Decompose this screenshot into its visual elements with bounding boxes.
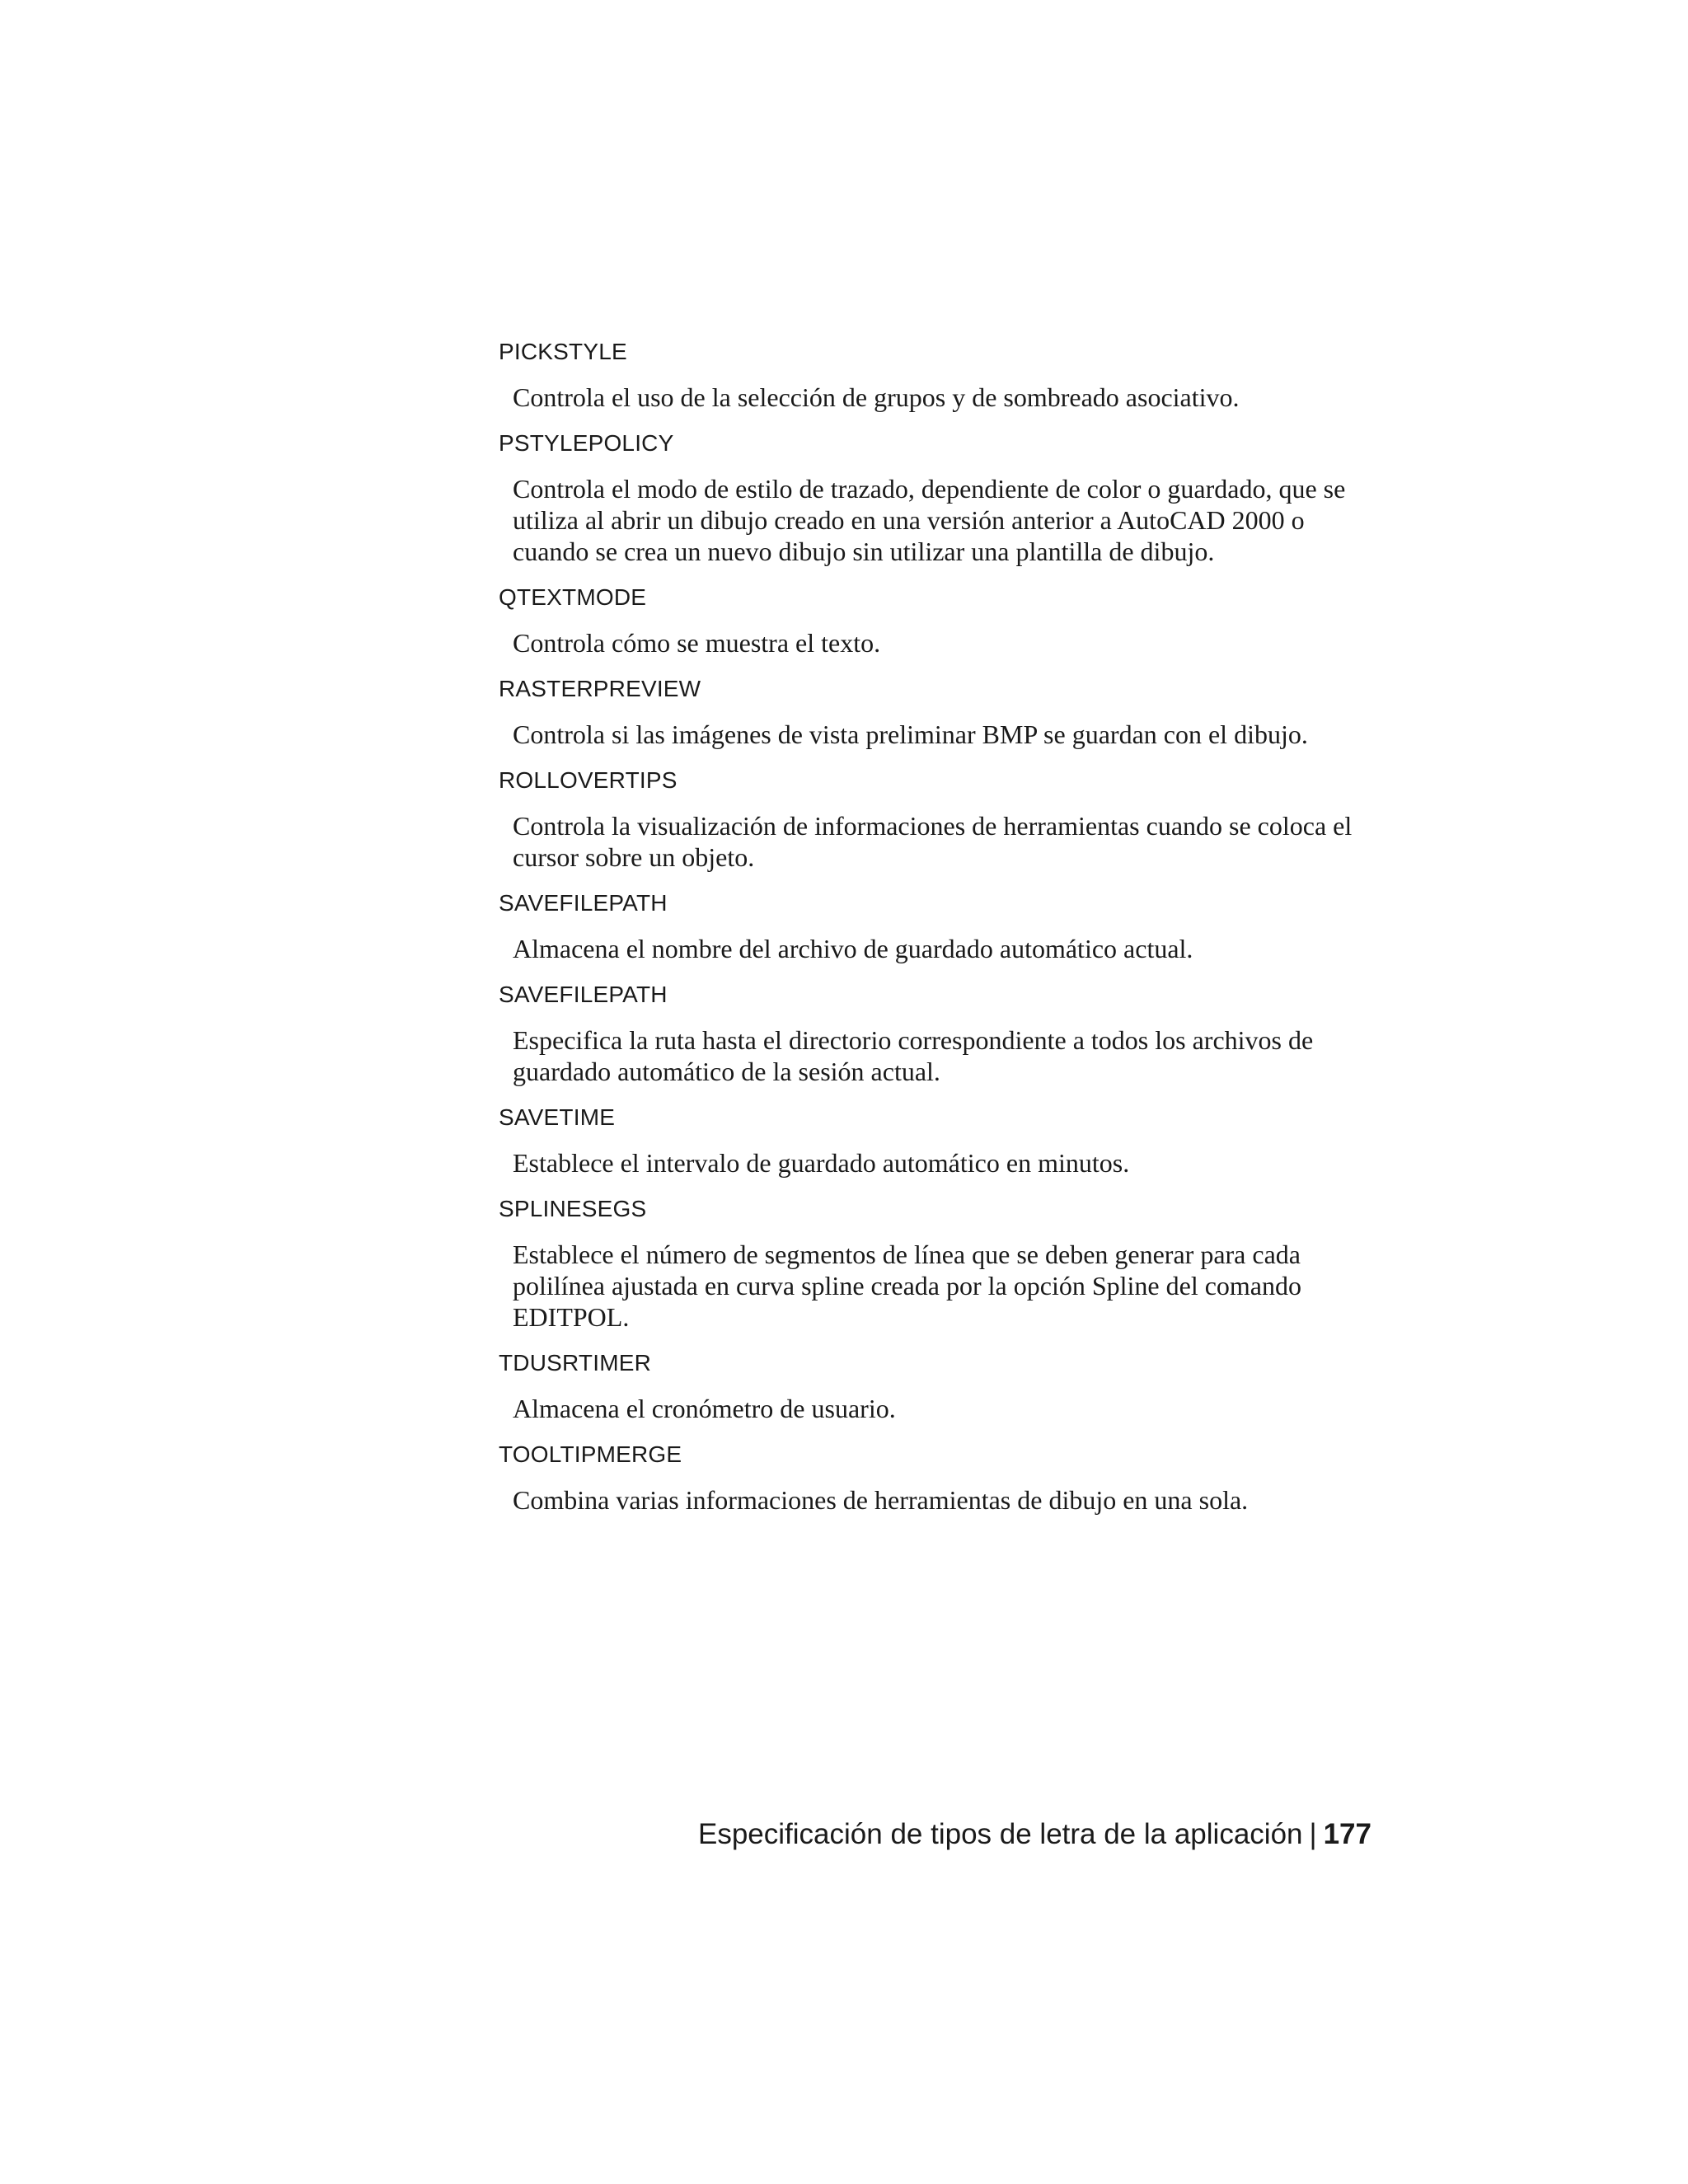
variable-description: Controla la visualización de informaciones de herramientas cuando se coloca el cursor sobre un objeto. xyxy=(513,811,1353,872)
list-item xyxy=(499,888,1372,964)
list-item xyxy=(499,979,1372,1087)
variable-description: Combina varias informaciones de herramientas de dibujo en una sola. xyxy=(513,1485,1249,1515)
variable-description: Almacena el nombre del archivo de guardado automático actual. xyxy=(513,934,1193,963)
list-item xyxy=(499,1439,1372,1516)
list-item xyxy=(499,428,1372,567)
variable-description: Establece el número de segmentos de línea que se deben generar para cada polilínea ajustada en curva spline creada por la opción Spline del comando EDITPOL. xyxy=(513,1240,1301,1332)
variable-name: SAVETIME xyxy=(499,1104,616,1130)
list-item xyxy=(499,582,1372,658)
variable-description: Controla el uso de la selección de grupos y de sombreado asociativo. xyxy=(513,382,1240,412)
variable-description: Controla si las imágenes de vista preliminar BMP se guardan con el dibujo. xyxy=(513,719,1308,749)
variable-description: Almacena el cronómetro de usuario. xyxy=(513,1394,896,1423)
footer-section-title: Especificación de tipos de letra de la aplicación xyxy=(698,1818,1303,1850)
variable-description: Controla el modo de estilo de trazado, dependiente de color o guardado, que se utiliza al abrir un dibujo creado en una versión anterior a AutoCAD 2000 o cuando se crea un nuevo dibujo sin utilizar una plantilla de dibujo. xyxy=(513,474,1346,566)
variable-name: PSTYLEPOLICY xyxy=(499,430,674,456)
variable-name: SAVEFILEPATH xyxy=(499,982,668,1007)
page-footer xyxy=(698,1815,1372,1854)
list-item xyxy=(499,765,1372,873)
variable-name: QTEXTMODE xyxy=(499,584,647,610)
footer-separator: | xyxy=(1309,1818,1317,1850)
variable-description: Establece el intervalo de guardado automático en minutos. xyxy=(513,1148,1130,1178)
list-item xyxy=(499,673,1372,750)
variable-name: ROLLOVERTIPS xyxy=(499,767,678,793)
variable-description: Controla cómo se muestra el texto. xyxy=(513,628,881,658)
variable-description: Especifica la ruta hasta el directorio correspondiente a todos los archivos de guardado automático de la sesión actual. xyxy=(513,1025,1314,1086)
list-item xyxy=(499,1347,1372,1424)
list-item xyxy=(499,1102,1372,1179)
variable-name: SPLINESEGS xyxy=(499,1196,647,1221)
variable-name: SAVEFILEPATH xyxy=(499,890,668,916)
variable-name: PICKSTYLE xyxy=(499,339,627,364)
list-item xyxy=(499,1193,1372,1333)
variable-list xyxy=(499,336,1372,1530)
variable-name: TOOLTIPMERGE xyxy=(499,1441,682,1467)
list-item xyxy=(499,336,1372,413)
variable-name: RASTERPREVIEW xyxy=(499,676,701,701)
page-number: 177 xyxy=(1323,1818,1372,1850)
variable-name: TDUSRTIMER xyxy=(499,1350,652,1376)
